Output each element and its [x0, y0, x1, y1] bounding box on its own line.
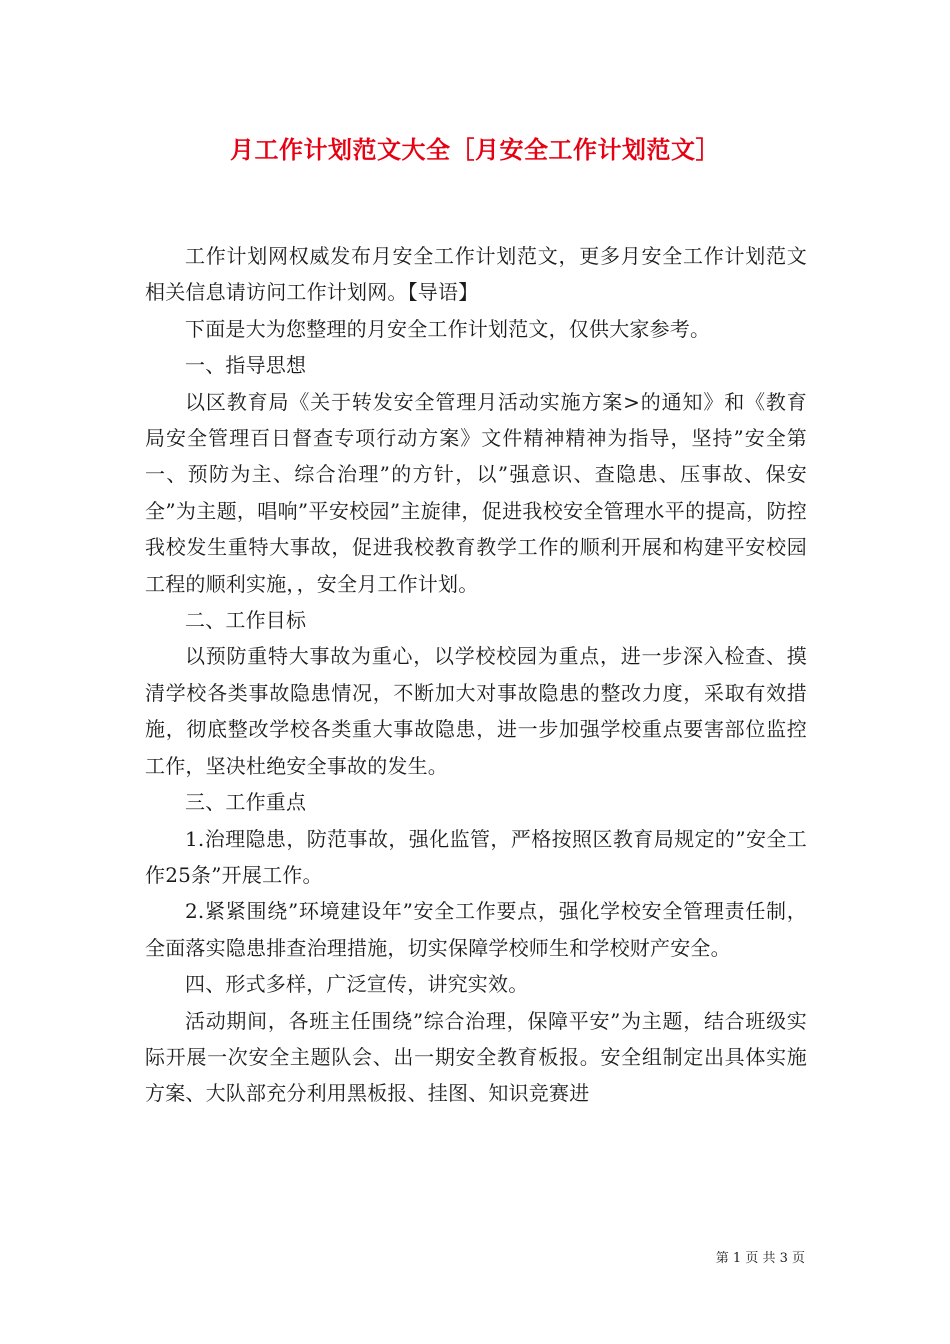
paragraph-lead: 下面是大为您整理的月安全工作计划范文，仅供大家参考。 [185, 316, 711, 341]
section-heading-3: 三、工作重点 [185, 790, 307, 815]
paragraph-focus-2: 2.紧紧围绕”环境建设年”安全工作要点，强化学校安全管理责任制，全面落实隐患排查治理措施，切实保障学校师生和学校财产安全。 [145, 899, 807, 960]
section-heading-1: 一、指导思想 [185, 353, 307, 378]
paragraph-intro: 工作计划网权威发布月安全工作计划范文，更多月安全工作计划范文相关信息请访问工作计划网。【导语】 [145, 244, 807, 305]
section-heading-2: 二、工作目标 [185, 608, 307, 633]
page-number: 第 1 页 共 3 页 [715, 1251, 805, 1266]
paragraph-guiding-thought: 以区教育局《关于转发安全管理月活动实施方案>的通知》和《教育局安全管理百日督查专项行动方案》文件精神精神为指导，坚持”安全第一、预防为主、综合治理”的方针，以”强意识、查隐患、压事故、保安全”为主题，唱响”平安校园”主旋律，促进我校安全管理水平的提高，防控我校发生重特大事故，促进我校教育教学工作的顺利开展和构建平安校园工程的顺利实施，，安全月工作计划。 [145, 389, 807, 596]
document-title: 月工作计划范文大全［月安全工作计划范文］ [230, 135, 720, 164]
paragraph-work-goals: 以预防重特大事故为重心，以学校校园为重点，进一步深入检查、摸清学校各类事故隐患情况，不断加大对事故隐患的整改力度，采取有效措施，彻底整改学校各类重大事故隐患，进一步加强学校重点要害部位监控工作，坚决杜绝安全事故的发生。 [145, 644, 807, 778]
paragraph-focus-1: 1.治理隐患，防范事故，强化监管，严格按照区教育局规定的”安全工作25条”开展工作。 [145, 826, 807, 887]
paragraph-activities: 活动期间，各班主任围绕”综合治理，保障平安”为主题，结合班级实际开展一次安全主题队会、出一期安全教育板报。安全组制定出具体实施方案、大队部充分利用黑板报、挂图、知识竞赛进 [145, 1008, 807, 1106]
document-body [145, 238, 807, 1112]
section-heading-4: 四、形式多样，广泛宣传，讲究实效。 [185, 972, 529, 997]
